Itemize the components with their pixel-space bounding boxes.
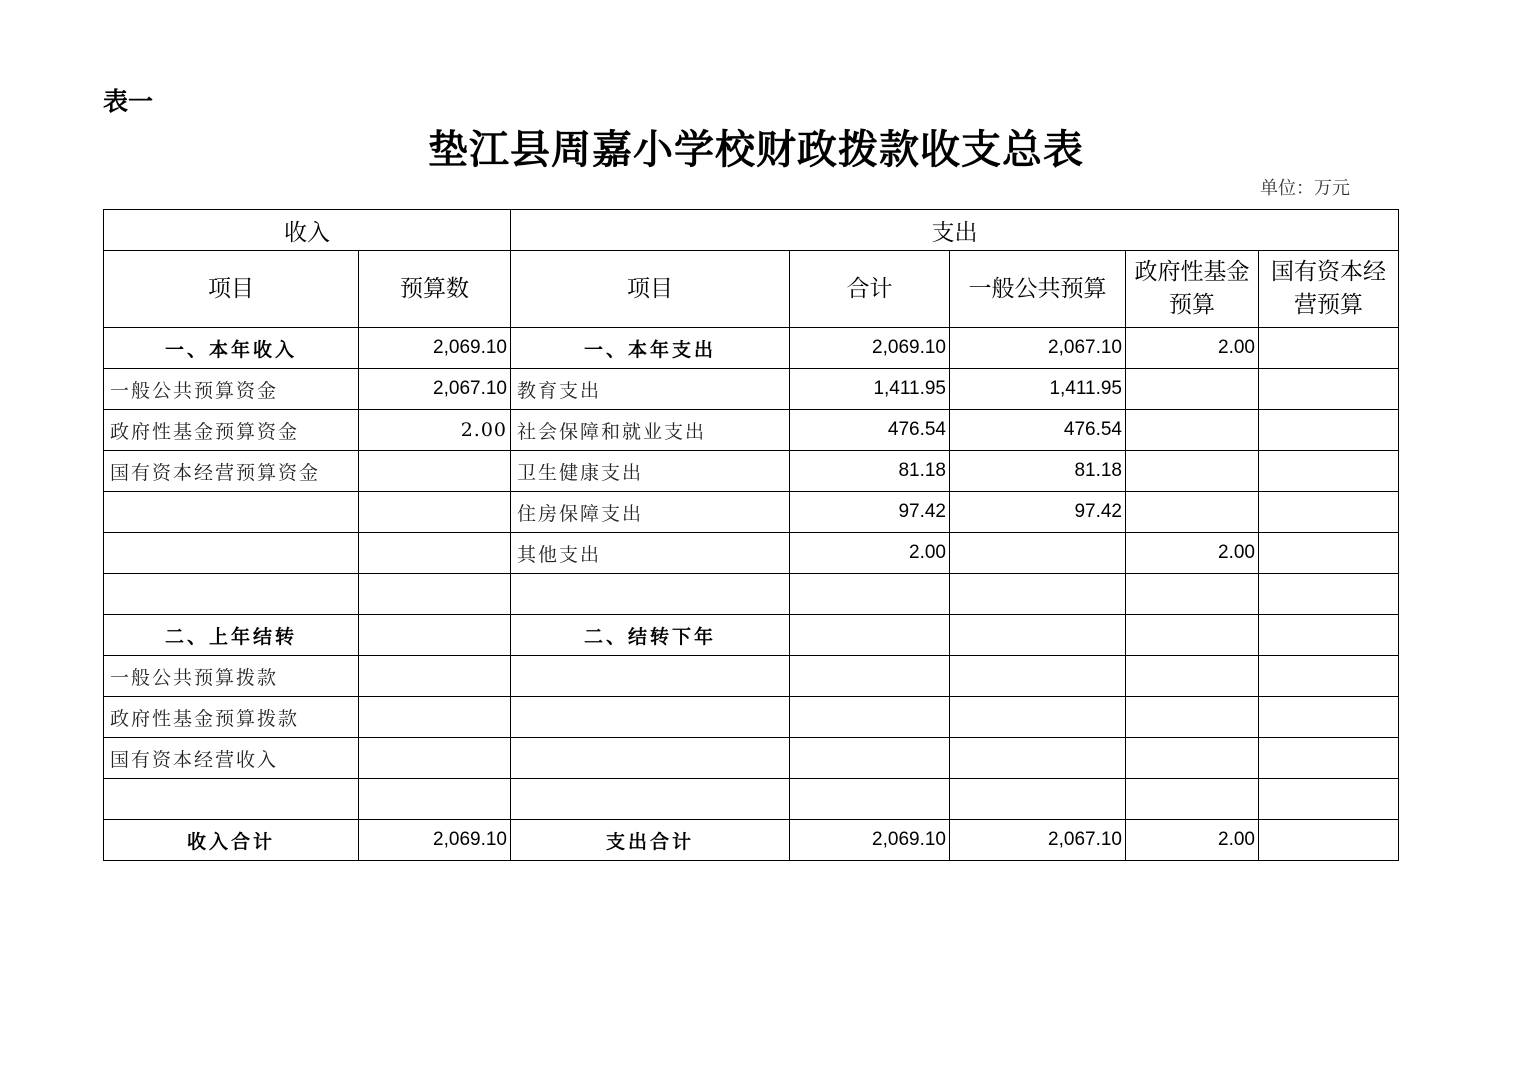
table-row xyxy=(104,574,1399,615)
income-item-cell: 政府性基金预算拨款 xyxy=(104,697,359,738)
income-value-cell xyxy=(359,656,511,697)
table-row xyxy=(104,656,1399,697)
table-row xyxy=(104,533,1399,574)
total-cell: 2.00 xyxy=(790,533,950,574)
expense-item-cell: 其他支出 xyxy=(511,533,790,574)
income-item-cell: 国有资本经营预算资金 xyxy=(104,451,359,492)
expense-item-cell xyxy=(511,738,790,779)
income-item-cell: 一般公共预算拨款 xyxy=(104,656,359,697)
group-header-row xyxy=(104,210,1399,251)
state-capital-cell xyxy=(1259,369,1399,410)
income-value-cell xyxy=(359,533,511,574)
general-budget-cell xyxy=(950,533,1126,574)
income-item-cell: 一般公共预算资金 xyxy=(104,369,359,410)
total-cell: 2,069.10 xyxy=(790,820,950,861)
col-expense-item: 项目 xyxy=(511,251,790,328)
income-value-cell xyxy=(359,574,511,615)
general-budget-cell: 476.54 xyxy=(950,410,1126,451)
income-item-cell xyxy=(104,492,359,533)
income-value-cell xyxy=(359,779,511,820)
expense-item-cell xyxy=(511,656,790,697)
total-cell: 1,411.95 xyxy=(790,369,950,410)
table-row xyxy=(104,697,1399,738)
state-capital-cell xyxy=(1259,779,1399,820)
state-capital-cell xyxy=(1259,615,1399,656)
general-budget-cell xyxy=(950,574,1126,615)
col-income-item: 项目 xyxy=(104,251,359,328)
income-value-cell: 2,069.10 xyxy=(359,820,511,861)
gov-fund-cell: 2.00 xyxy=(1126,820,1259,861)
state-capital-cell xyxy=(1259,656,1399,697)
gov-fund-cell xyxy=(1126,451,1259,492)
general-budget-cell xyxy=(950,615,1126,656)
col-general-budget: 一般公共预算 xyxy=(950,251,1126,328)
col-gov-fund-budget: 政府性基金预算 xyxy=(1126,251,1259,328)
state-capital-cell xyxy=(1259,574,1399,615)
total-cell xyxy=(790,779,950,820)
state-capital-cell xyxy=(1259,533,1399,574)
income-value-cell: 2,069.10 xyxy=(359,328,511,369)
expense-item-cell: 卫生健康支出 xyxy=(511,451,790,492)
income-value-cell xyxy=(359,738,511,779)
income-item-cell: 一、本年收入 xyxy=(104,328,359,369)
general-budget-cell xyxy=(950,697,1126,738)
gov-fund-cell xyxy=(1126,656,1259,697)
expense-group-header: 支出 xyxy=(511,210,1399,251)
gov-fund-cell xyxy=(1126,738,1259,779)
column-header-row xyxy=(104,251,1399,328)
state-capital-cell xyxy=(1259,492,1399,533)
income-value-cell xyxy=(359,451,511,492)
table-row xyxy=(104,615,1399,656)
state-capital-cell xyxy=(1259,820,1399,861)
general-budget-cell: 2,067.10 xyxy=(950,820,1126,861)
gov-fund-cell: 2.00 xyxy=(1126,533,1259,574)
gov-fund-cell xyxy=(1126,492,1259,533)
income-item-cell: 二、上年结转 xyxy=(104,615,359,656)
gov-fund-cell xyxy=(1126,615,1259,656)
expense-item-cell xyxy=(511,779,790,820)
state-capital-cell xyxy=(1259,738,1399,779)
total-cell xyxy=(790,615,950,656)
general-budget-cell xyxy=(950,656,1126,697)
state-capital-cell xyxy=(1259,328,1399,369)
table-row xyxy=(104,410,1399,451)
expense-item-cell xyxy=(511,574,790,615)
table-row xyxy=(104,328,1399,369)
general-budget-cell: 81.18 xyxy=(950,451,1126,492)
gov-fund-cell xyxy=(1126,779,1259,820)
income-item-cell: 政府性基金预算资金 xyxy=(104,410,359,451)
income-item-cell xyxy=(104,574,359,615)
expense-item-cell: 住房保障支出 xyxy=(511,492,790,533)
col-income-budget: 预算数 xyxy=(359,251,511,328)
table-row xyxy=(104,369,1399,410)
total-cell: 81.18 xyxy=(790,451,950,492)
state-capital-cell xyxy=(1259,410,1399,451)
income-value-cell xyxy=(359,492,511,533)
total-cell xyxy=(790,656,950,697)
col-total: 合计 xyxy=(790,251,950,328)
income-value-cell: 2.00 xyxy=(359,410,511,451)
gov-fund-cell xyxy=(1126,410,1259,451)
total-cell: 476.54 xyxy=(790,410,950,451)
general-budget-cell xyxy=(950,779,1126,820)
gov-fund-cell xyxy=(1126,369,1259,410)
income-value-cell xyxy=(359,615,511,656)
expense-item-cell: 二、结转下年 xyxy=(511,615,790,656)
total-cell xyxy=(790,697,950,738)
income-group-header: 收入 xyxy=(104,210,511,251)
gov-fund-cell: 2.00 xyxy=(1126,328,1259,369)
table-row xyxy=(104,738,1399,779)
table-row xyxy=(104,492,1399,533)
expense-item-cell: 支出合计 xyxy=(511,820,790,861)
expense-item-cell xyxy=(511,697,790,738)
gov-fund-cell xyxy=(1126,697,1259,738)
income-item-cell xyxy=(104,533,359,574)
col-state-capital-budget: 国有资本经营预算 xyxy=(1259,251,1399,328)
table-row xyxy=(104,820,1399,861)
expense-item-cell: 一、本年支出 xyxy=(511,328,790,369)
general-budget-cell: 2,067.10 xyxy=(950,328,1126,369)
page-title: 垫江县周嘉小学校财政拨款收支总表 xyxy=(428,126,1084,173)
state-capital-cell xyxy=(1259,697,1399,738)
general-budget-cell: 1,411.95 xyxy=(950,369,1126,410)
total-cell: 97.42 xyxy=(790,492,950,533)
budget-table xyxy=(103,209,1399,861)
expense-item-cell: 社会保障和就业支出 xyxy=(511,410,790,451)
total-cell xyxy=(790,738,950,779)
expense-item-cell: 教育支出 xyxy=(511,369,790,410)
general-budget-cell: 97.42 xyxy=(950,492,1126,533)
income-item-cell: 国有资本经营收入 xyxy=(104,738,359,779)
gov-fund-cell xyxy=(1126,574,1259,615)
table-label: 表一 xyxy=(103,87,154,116)
total-cell: 2,069.10 xyxy=(790,328,950,369)
table-row xyxy=(104,779,1399,820)
table-row xyxy=(104,451,1399,492)
income-item-cell xyxy=(104,779,359,820)
income-value-cell: 2,067.10 xyxy=(359,369,511,410)
unit-label: 单位：万元 xyxy=(1260,178,1350,199)
total-cell xyxy=(790,574,950,615)
income-value-cell xyxy=(359,697,511,738)
state-capital-cell xyxy=(1259,451,1399,492)
income-item-cell: 收入合计 xyxy=(104,820,359,861)
general-budget-cell xyxy=(950,738,1126,779)
